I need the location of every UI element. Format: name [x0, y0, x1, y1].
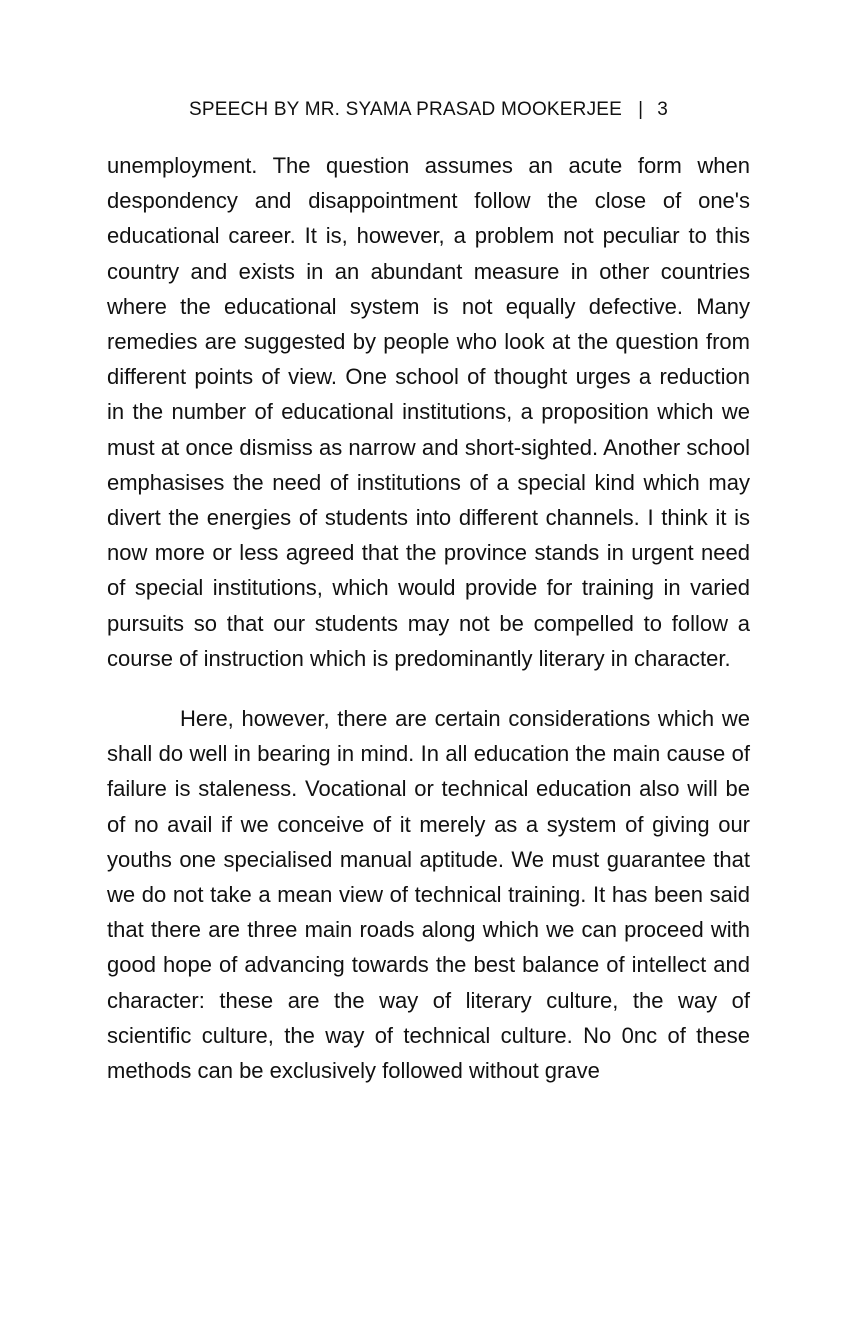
paragraph-2: Here, however, there are certain considerations which we shall do well in bearing in mind. In all education the main cause of failure is staleness. Vocational or technical education also will be of no avail if we conceive of it merely as a system of giving our youths one specialised manual aptitude. We must guarantee that we do not take a mean view of technical training. It has been said that there are three main roads along which we can proceed with good hope of advancing towards the best balance of intellect and character: these are the way of literary culture, the way of scientific culture, the way of technical culture. No 0nc of these methods can be exclusively followed without grave [107, 706, 750, 1084]
header-separator: | [638, 99, 644, 120]
page-number: 3 [657, 99, 668, 120]
header-title: SPEECH BY MR. SYAMA PRASAD MOOKERJEE [189, 99, 623, 120]
running-header [0, 97, 857, 123]
body-text [107, 148, 750, 1088]
paragraph-1: unemployment. The question assumes an acute form when despondency and disappointment follow the close of one's educational career. It is, however, a problem not peculiar to this country and exists in an abundant measure in other countries where the educational system is not equally defective. Many remedies are suggested by people who look at the question from different points of view. One school of thought urges a reduction in the number of educational institutions, a proposition which we must at once dismiss as narrow and short-sighted. Another school emphasises the need of institutions of a special kind which may divert the energies of students into different channels. I think it is now more or less agreed that the province stands in urgent need of special institutions, which would provide for training in varied pursuits so that our students may not be compelled to follow a course of instruction which is predominantly literary in character. [107, 153, 750, 671]
